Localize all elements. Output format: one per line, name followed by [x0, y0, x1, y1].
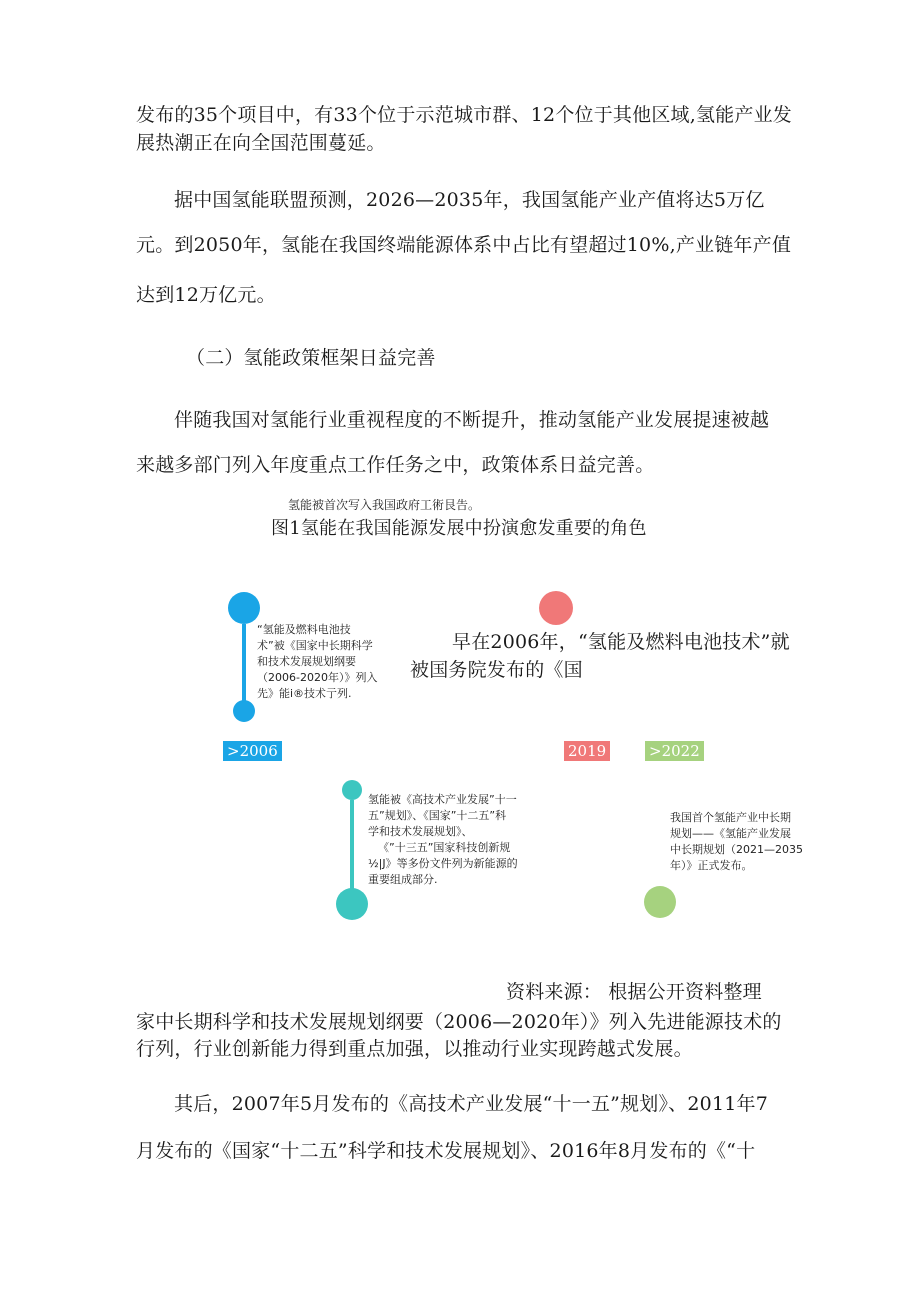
- timeline-text-2022: 我国首个氢能产业中长期 规划——《氢能产业发展 中长期规划（2021—2035 年）》正式发布。: [670, 811, 803, 872]
- overlap-note: 氢能被首次写入我国政府工術艮告。: [288, 498, 481, 512]
- section-heading: （二）氢能政策框架日益完善: [186, 347, 436, 369]
- paragraph-line: 其后，2007年5月发布的《高技术产业发展“十一五”规划》、2011年7: [174, 1093, 769, 1115]
- timeline-dot-2022: [644, 886, 676, 918]
- paragraph-line: 家中长期科学和技术发展规划纲要（2006—2020年）》列入先进能源技术的: [136, 1011, 782, 1033]
- paragraph-line: 据中国氢能联盟预测，2026—2035年，我国氢能产业产值将达5万亿: [174, 189, 765, 211]
- timeline-dot-teal-bottom: [336, 888, 368, 920]
- year-tag-2019: 2019: [564, 741, 610, 761]
- year-tag-2006: >2006: [223, 741, 282, 761]
- timeline-dot-2006-top: [228, 592, 260, 624]
- paragraph-line: 元。到2050年，氢能在我国终端能源体系中占比有望超过10%,产业链年产值: [136, 234, 792, 256]
- timeline-dot-teal-top: [342, 780, 362, 800]
- paragraph-line: 月发布的《国家“十二五”科学和技术发展规划》、2016年8月发布的《“十: [136, 1140, 756, 1162]
- paragraph-line: 发布的35个项目中，有33个位于示范城市群、12个位于其他区域,氢能产业发: [136, 104, 792, 126]
- paragraph-line: 被国务院发布的《国: [410, 659, 583, 681]
- figure-title: 图1氢能在我国能源发展中扮演愈发重要的角色: [271, 518, 647, 539]
- paragraph-line: 行列，行业创新能力得到重点加强，以推动行业实现跨越式发展。: [136, 1038, 693, 1060]
- paragraph-line: 早在2006年，“氢能及燃料电池技术”就: [452, 631, 790, 653]
- paragraph-line: 来越多部门列入年度重点工作任务之中，政策体系日益完善。: [136, 454, 655, 476]
- timeline-text-2006: “氢能及燃料电池技 术”被《国家中长期科学 和技术发展规划纲要 （2006-2020年）》列入 先》能i®技术亍列.: [257, 623, 378, 700]
- paragraph-line: 达到12万亿元。: [136, 284, 276, 306]
- timeline-connector: [242, 624, 246, 702]
- timeline-connector: [350, 800, 354, 890]
- timeline-text-teal: 氢能被《高技术产业发展”十一 五”规划》、《国家”十二五”科 学和技术发展规划》、 《”十三五”国家科技创新规 ½|J》等多份文件列为新能源的 重要组成部分.: [368, 793, 518, 886]
- figure-source: 资料来源： 根据公开资料整理: [506, 981, 762, 1003]
- year-tag-2022: >2022: [645, 741, 704, 761]
- paragraph-line: 伴随我国对氢能行业重视程度的不断提升，推动氢能产业发展提速被越: [174, 409, 770, 431]
- timeline-dot-2019: [539, 591, 573, 625]
- timeline-dot-2006-bottom: [233, 700, 255, 722]
- paragraph-line: 展热潮正在向全国范围蔓延。: [136, 132, 386, 154]
